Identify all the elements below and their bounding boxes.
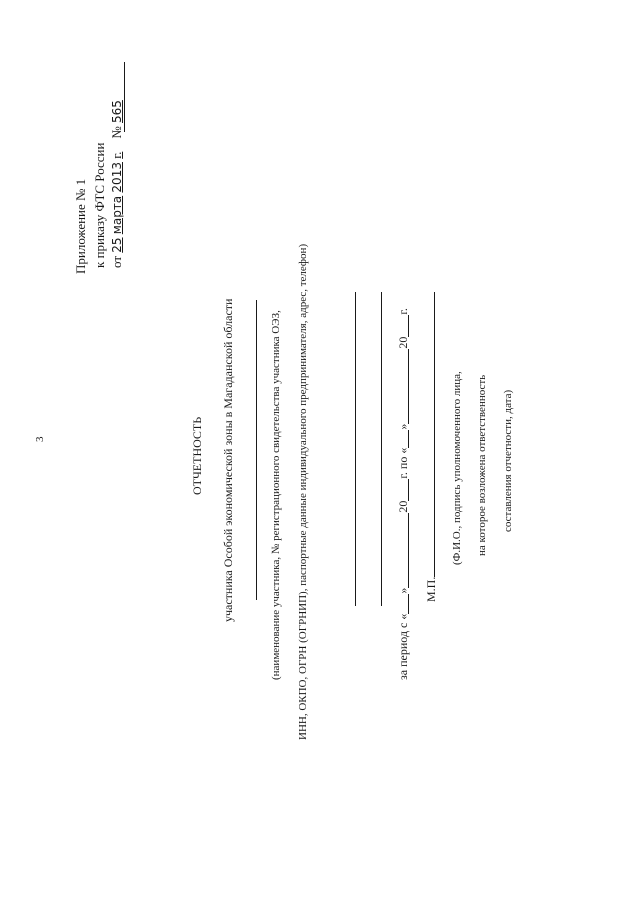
period-line — [396, 308, 409, 680]
period-prefix: за период с « — [396, 613, 410, 680]
document-subtitle: участника Особой экономической зоны в Магаданской области — [221, 298, 235, 622]
signature-caption-2: на которое возложена ответственность — [476, 374, 488, 556]
appendix-line-2: к приказу ФТС России — [92, 142, 107, 268]
appendix-line-1: Приложение № 1 — [73, 178, 88, 274]
appendix-month: марта — [110, 195, 124, 235]
period-quote-close: » — [396, 587, 410, 594]
period-g-end: г. — [396, 308, 410, 315]
signature-caption-3: составления отчетности, дата) — [502, 389, 514, 532]
document-title: ОТЧЕТНОСТЬ — [190, 416, 204, 495]
appendix-year: 2013 — [110, 162, 124, 193]
blank-line-1 — [355, 292, 356, 606]
stamp-label: М.П. — [424, 576, 438, 602]
caption-participant: (наименование участника, № регистрационного свидетельства участника ОЭЗ, — [270, 310, 282, 680]
appendix-number-underline — [124, 62, 125, 132]
period-quote-close-2: » — [396, 423, 410, 430]
blank-line-2 — [381, 292, 382, 606]
appendix-date-line — [110, 100, 123, 268]
signature-line — [434, 292, 435, 577]
participant-name-line — [256, 300, 257, 600]
appendix-year-suffix: г. — [109, 151, 124, 159]
appendix-from-label: от — [109, 255, 124, 268]
appendix-number-label: № — [109, 126, 124, 139]
period-g-po: г. по « — [396, 447, 410, 479]
appendix-day: 25 — [110, 237, 124, 253]
appendix-number: 565 — [110, 100, 124, 123]
period-year-20b: 20 — [396, 336, 410, 349]
period-year-20: 20 — [396, 500, 410, 513]
page-number: 3 — [34, 436, 46, 442]
caption-ids: ИНН, ОКПО, ОГРН (ОГРНИП), паспортные данные индивидуального предпринимателя, адрес, телефон) — [297, 243, 309, 740]
signature-caption-1: (Ф.И.О., подпись уполномоченного лица, — [451, 371, 463, 565]
